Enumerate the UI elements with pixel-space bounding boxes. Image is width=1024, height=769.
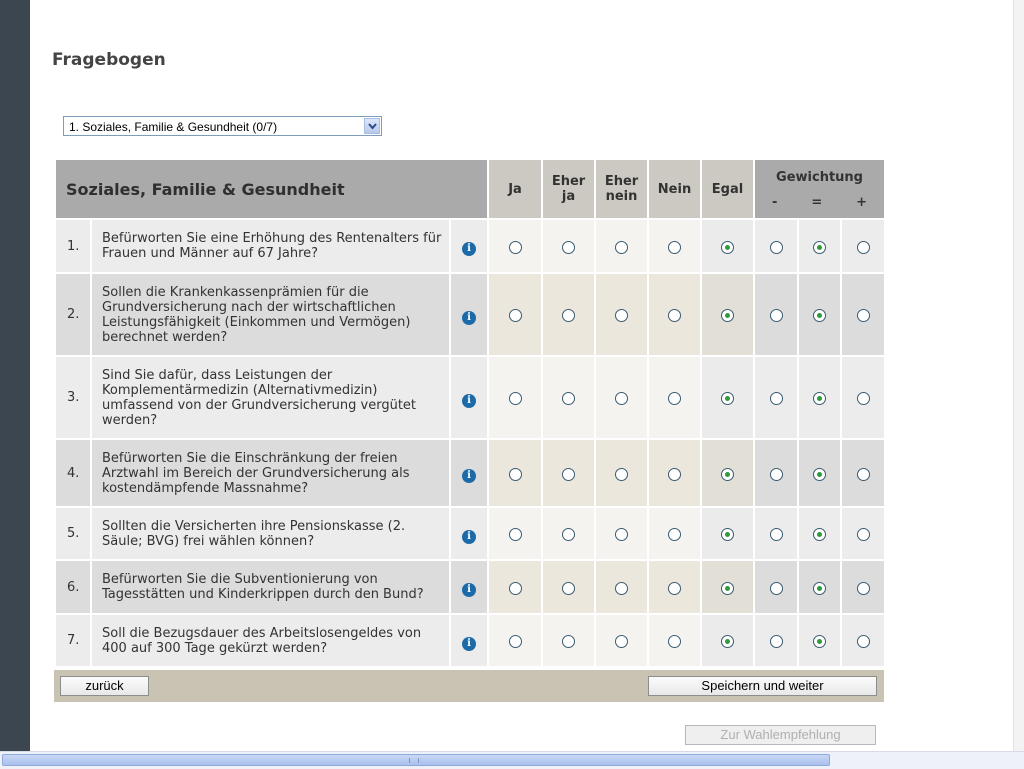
table-row: [55, 507, 885, 560]
question-number: 2.: [55, 273, 91, 356]
radio-weight-minus[interactable]: [770, 468, 783, 481]
weight-label-equal: =: [811, 195, 823, 210]
radio-eher-nein[interactable]: [615, 635, 628, 648]
save-and-continue-button[interactable]: Speichern und weiter: [648, 676, 877, 696]
topic-select-value: 1. Soziales, Familie & Gesundheit (0/7): [69, 120, 278, 134]
radio-weight-minus[interactable]: [770, 635, 783, 648]
info-icon[interactable]: i: [462, 469, 476, 483]
horizontal-scrollbar[interactable]: [0, 751, 1024, 769]
radio-eher-ja[interactable]: [562, 468, 575, 481]
header-egal: Egal: [701, 159, 754, 219]
header-eher-ja: Eher ja: [542, 159, 595, 219]
question-text: Sind Sie dafür, dass Leistungen der Komplementärmedizin (Alternativmedizin) umfassend von der Grundversicherung vergütet werden?: [91, 356, 450, 439]
radio-eher-nein[interactable]: [615, 392, 628, 405]
radio-eher-ja[interactable]: [562, 392, 575, 405]
table-row: [55, 219, 885, 273]
radio-weight-equal[interactable]: [813, 468, 826, 481]
weight-title: Gewichtung: [776, 170, 863, 185]
question-text: Soll die Bezugsdauer des Arbeitslosengeldes von 400 auf 300 Tage gekürzt werden?: [91, 614, 450, 667]
chevron-down-icon[interactable]: [364, 118, 380, 134]
back-button[interactable]: zurück: [60, 676, 149, 696]
header-nein: Nein: [648, 159, 701, 219]
info-icon[interactable]: i: [462, 530, 476, 544]
question-number: 3.: [55, 356, 91, 439]
question-number: 4.: [55, 439, 91, 507]
page-title: Fragebogen: [52, 50, 166, 70]
radio-ja[interactable]: [509, 635, 522, 648]
question-text: Sollen die Krankenkassenprämien für die Grundversicherung nach der wirtschaftlichen Leistungsfähigkeit (Einkommen und Vermögen) berechnet werden?: [91, 273, 450, 356]
radio-nein[interactable]: [668, 392, 681, 405]
radio-eher-nein[interactable]: [615, 309, 628, 322]
table-row: [55, 614, 885, 667]
radio-nein[interactable]: [668, 582, 681, 595]
table-footer-bar: [54, 670, 884, 702]
radio-ja[interactable]: [509, 528, 522, 541]
radio-ja[interactable]: [509, 582, 522, 595]
header-ja: Ja: [488, 159, 542, 219]
question-number: 6.: [55, 560, 91, 614]
question-number: 1.: [55, 219, 91, 273]
radio-egal[interactable]: [721, 528, 734, 541]
radio-egal[interactable]: [721, 309, 734, 322]
header-eher-nein: Eher nein: [595, 159, 648, 219]
radio-weight-plus[interactable]: [857, 468, 870, 481]
question-number: 5.: [55, 507, 91, 560]
radio-eher-ja[interactable]: [562, 309, 575, 322]
info-icon[interactable]: i: [462, 637, 476, 651]
radio-ja[interactable]: [509, 392, 522, 405]
topic-select[interactable]: [63, 116, 382, 136]
radio-weight-equal[interactable]: [813, 635, 826, 648]
right-edge-strip: [1013, 0, 1024, 768]
info-icon[interactable]: i: [462, 242, 476, 256]
info-icon[interactable]: i: [462, 583, 476, 597]
info-icon[interactable]: i: [462, 311, 476, 325]
info-icon[interactable]: i: [462, 394, 476, 408]
radio-weight-equal[interactable]: [813, 392, 826, 405]
question-number: 7.: [55, 614, 91, 667]
radio-ja[interactable]: [509, 468, 522, 481]
radio-weight-minus[interactable]: [770, 528, 783, 541]
table-row: [55, 439, 885, 507]
question-text: Befürworten Sie eine Erhöhung des Rentenalters für Frauen und Männer auf 67 Jahre?: [91, 219, 450, 273]
radio-egal[interactable]: [721, 241, 734, 254]
table-title: Soziales, Familie & Gesundheit: [55, 159, 488, 219]
recommendation-button[interactable]: Zur Wahlempfehlung: [685, 725, 876, 745]
radio-ja[interactable]: [509, 309, 522, 322]
question-table: [54, 158, 886, 668]
radio-eher-nein[interactable]: [615, 241, 628, 254]
table-row: [55, 356, 885, 439]
radio-eher-ja[interactable]: [562, 582, 575, 595]
radio-weight-plus[interactable]: [857, 309, 870, 322]
radio-ja[interactable]: [509, 241, 522, 254]
radio-weight-minus[interactable]: [770, 392, 783, 405]
weight-label-plus: +: [856, 195, 868, 210]
radio-nein[interactable]: [668, 241, 681, 254]
radio-weight-equal[interactable]: [813, 528, 826, 541]
scrollbar-thumb[interactable]: [2, 754, 830, 766]
radio-weight-equal[interactable]: [813, 582, 826, 595]
radio-weight-plus[interactable]: [857, 528, 870, 541]
left-sidebar-strip: [0, 0, 30, 768]
weight-label-minus: -: [771, 195, 778, 210]
radio-nein[interactable]: [668, 309, 681, 322]
question-text: Befürworten Sie die Einschränkung der freien Arztwahl im Bereich der Grundversicherung als kostendämpfende Massnahme?: [91, 439, 450, 507]
radio-weight-plus[interactable]: [857, 392, 870, 405]
radio-eher-ja[interactable]: [562, 528, 575, 541]
radio-weight-plus[interactable]: [857, 635, 870, 648]
radio-egal[interactable]: [721, 392, 734, 405]
radio-egal[interactable]: [721, 635, 734, 648]
radio-weight-minus[interactable]: [770, 582, 783, 595]
radio-eher-nein[interactable]: [615, 582, 628, 595]
radio-weight-minus[interactable]: [770, 241, 783, 254]
radio-eher-ja[interactable]: [562, 241, 575, 254]
radio-eher-nein[interactable]: [615, 468, 628, 481]
question-text: Befürworten Sie die Subventionierung von Tagesstätten und Kinderkrippen durch den Bund?: [91, 560, 450, 614]
radio-weight-equal[interactable]: [813, 309, 826, 322]
radio-nein[interactable]: [668, 635, 681, 648]
radio-egal[interactable]: [721, 582, 734, 595]
table-row: [55, 560, 885, 614]
radio-weight-equal[interactable]: [813, 241, 826, 254]
radio-nein[interactable]: [668, 528, 681, 541]
radio-weight-plus[interactable]: [857, 241, 870, 254]
question-text: Sollten die Versicherten ihre Pensionskasse (2. Säule; BVG) frei wählen können?: [91, 507, 450, 560]
radio-eher-ja[interactable]: [562, 635, 575, 648]
radio-weight-plus[interactable]: [857, 582, 870, 595]
radio-eher-nein[interactable]: [615, 528, 628, 541]
radio-egal[interactable]: [721, 468, 734, 481]
header-gewichtung: [754, 159, 885, 219]
table-row: [55, 273, 885, 356]
radio-nein[interactable]: [668, 468, 681, 481]
radio-weight-minus[interactable]: [770, 309, 783, 322]
